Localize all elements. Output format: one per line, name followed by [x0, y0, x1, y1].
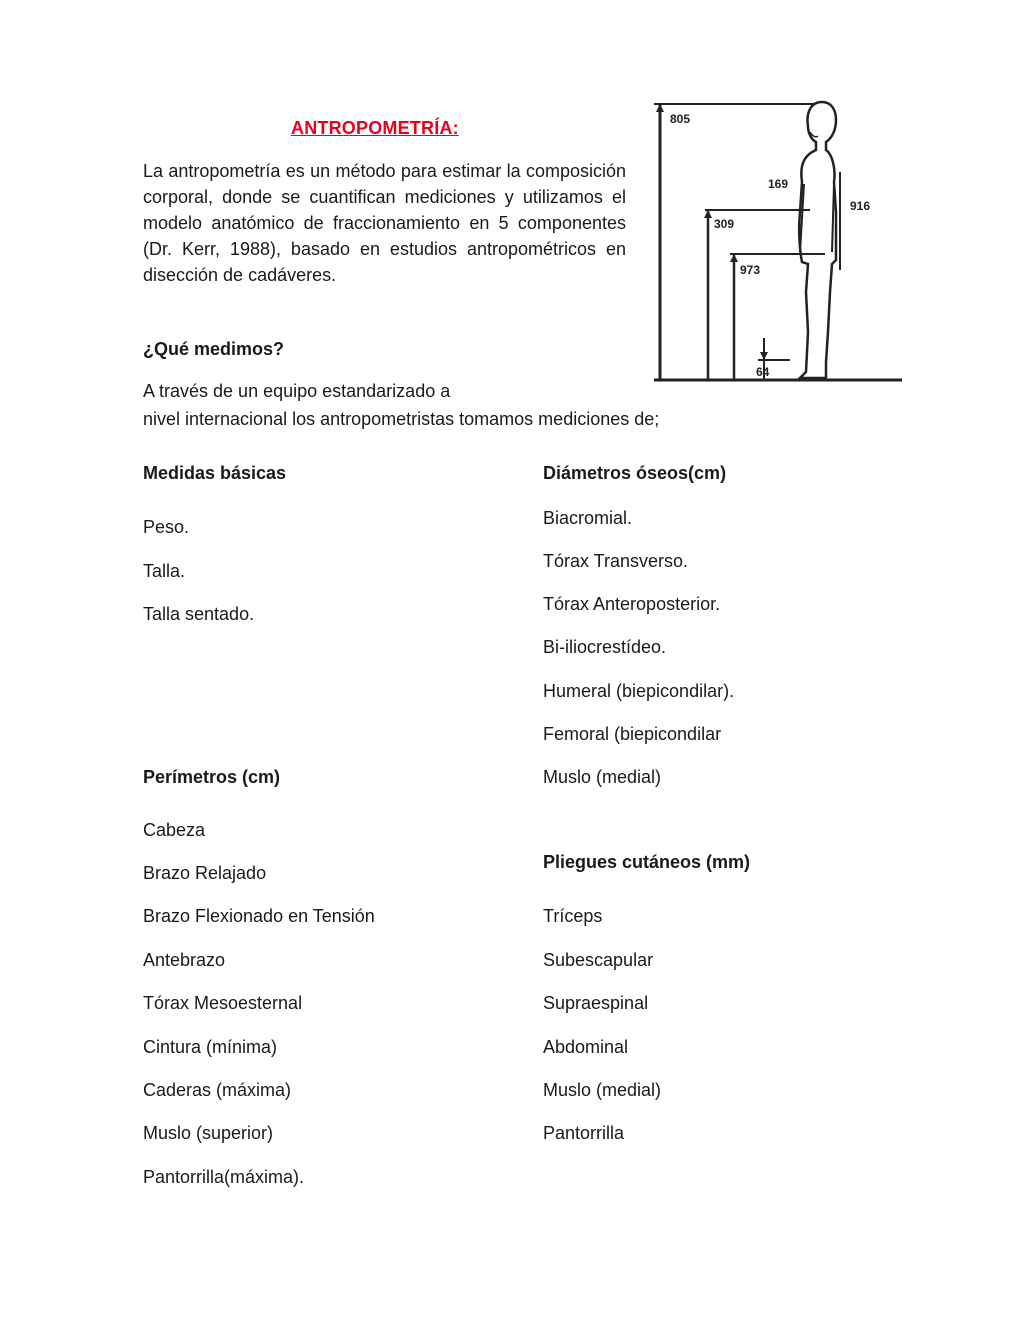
skinfolds-heading: Pliegues cutáneos (mm) — [543, 852, 751, 872]
basic-measures-heading: Medidas básicas — [143, 463, 287, 483]
section-question: ¿Qué medimos? — [143, 339, 285, 359]
bone-diameter-item: Bi-iliocrestídeo. — [543, 637, 667, 657]
skinfold-item: Subescapular — [543, 950, 654, 970]
intro-paragraph: La antropometría es un método para estimar la composición corporal, donde se cuantifican mediciones y utilizamos el modelo anatómico de fraccionamiento en 5 componentes (Dr. Kerr, 1988), basado en estudios antropométricos en disección de cadáveres. — [143, 161, 626, 285]
figure-label: 805 — [670, 112, 691, 126]
bone-diameter-item: Muslo (medial) — [543, 767, 662, 787]
anthropometry-figure — [650, 92, 910, 392]
skinfold-item: Abdominal — [543, 1037, 629, 1057]
bone-diameter-item: Tórax Anteroposterior. — [543, 594, 721, 614]
skinfold-item: Pantorrilla — [543, 1123, 625, 1143]
figure-label: 916 — [850, 199, 871, 213]
skinfold-item: Supraespinal — [543, 993, 649, 1013]
perimeter-item: Brazo Relajado — [143, 863, 267, 883]
page-title: ANTROPOMETRÍA: — [291, 118, 459, 138]
figure-label: 973 — [740, 263, 761, 277]
perimeter-item: Caderas (máxima) — [143, 1080, 292, 1100]
skinfold-item: Tríceps — [543, 906, 603, 926]
figure-label: 64 — [756, 365, 770, 379]
basic-measure-item: Talla. — [143, 561, 186, 581]
perimeter-item: Cintura (mínima) — [143, 1037, 278, 1057]
perimeters-heading: Perímetros (cm) — [143, 767, 281, 787]
bone-diameters-heading: Diámetros óseos(cm) — [543, 463, 727, 483]
basic-measure-item: Talla sentado. — [143, 604, 255, 624]
figure-label: 309 — [714, 217, 735, 231]
basic-measure-item: Peso. — [143, 517, 190, 537]
perimeter-item: Pantorrilla(máxima). — [143, 1167, 305, 1187]
perimeter-item: Brazo Flexionado en Tensión — [143, 906, 375, 926]
figure-label: 169 — [768, 177, 789, 191]
lead-text-line1: A través de un equipo estandarizado a — [143, 381, 451, 401]
perimeter-item: Antebrazo — [143, 950, 226, 970]
perimeter-item: Cabeza — [143, 820, 206, 840]
perimeter-item: Tórax Mesoesternal — [143, 993, 303, 1013]
bone-diameter-item: Humeral (biepicondilar). — [543, 681, 735, 701]
perimeter-item: Muslo (superior) — [143, 1123, 274, 1143]
skinfold-item: Muslo (medial) — [543, 1080, 662, 1100]
bone-diameter-item: Biacromial. — [543, 508, 633, 528]
bone-diameter-item: Femoral (biepicondilar — [543, 724, 722, 744]
bone-diameter-item: Tórax Transverso. — [543, 551, 689, 571]
lead-text-line2: nivel internacional los antropometristas tomamos mediciones de; — [143, 409, 660, 429]
